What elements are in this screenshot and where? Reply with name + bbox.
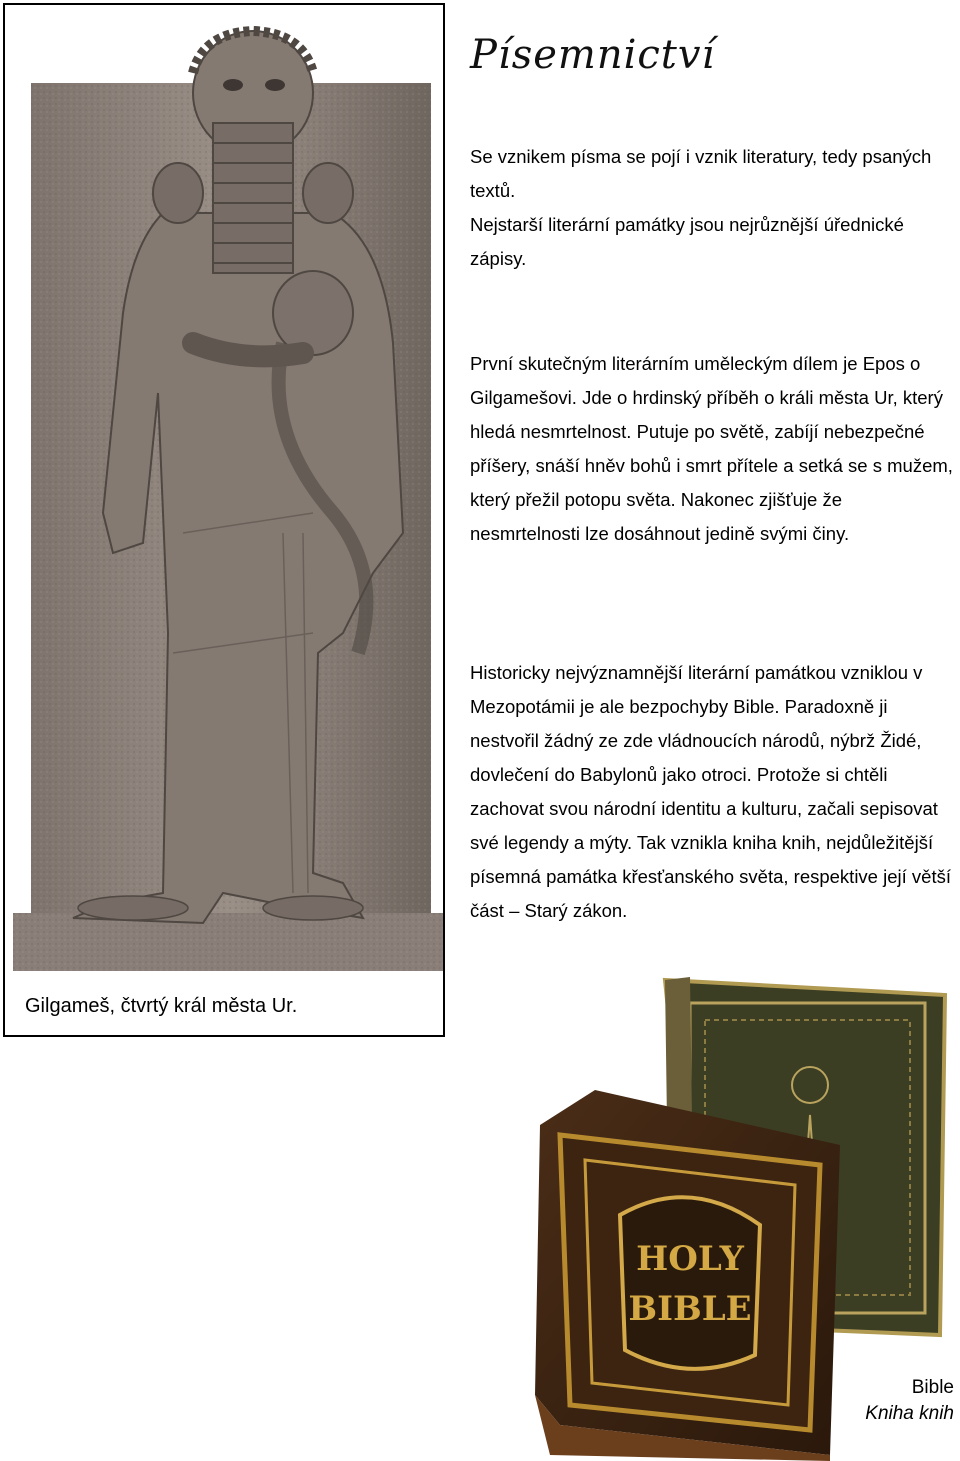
bible-caption-subtitle: Kniha knih — [865, 1403, 954, 1424]
gilgamesh-caption: Gilgameš, čtvrtý král města Ur. — [25, 995, 298, 1017]
bible-paragraph: Historicky nejvýznamnější literární památkou vzniklou v Mezopotámii je ale bezpochyby Bible. Paradoxně ji nestvořil žádný ze zde vládnoucích národů, nýbrž Židé, dovlečení do Babylonů jako otroci. Protože si chtěli zachovat svou národní identitu a kulturu, začali sepisovat své legendy a mýty. Tak vznikla kniha knih, nejdůležitější písemná památka křesťanského světa, respektive její větší část – Starý zákon. — [470, 662, 951, 921]
page-title: Písemnictví — [470, 32, 716, 78]
svg-text:BIBLE: BIBLE — [628, 1289, 752, 1329]
figure-frame — [3, 3, 445, 1037]
intro-paragraph — [470, 140, 955, 276]
bible-caption-title: Bible — [911, 1377, 954, 1398]
bible-caption — [863, 1375, 956, 1427]
book-cover-text: HOLY — [636, 1239, 744, 1279]
intro-line-2: Nejstarší literární památky jsou nejrůznější úřednické zápisy. — [470, 214, 904, 269]
gilgamesh-relief-image — [13, 13, 443, 973]
gilgamesh-paragraph: První skutečným literárním uměleckým dílem je Epos o Gilgamešovi. Jde o hrdinský příběh o králi města Ur, který hledá nesmrtelnost. Putuje po světě, zabíjí nebezpečné příšery, snáší hněv bohů i smrt přítele a setká se s mužem, který přežil potopu světa. Nakonec zjišťuje že nesmrtelnosti lze dosáhnout jedině svými činy. — [470, 353, 953, 544]
intro-line-1: Se vznikem písma se pojí i vznik literatury, tedy psaných textů. — [470, 146, 932, 201]
